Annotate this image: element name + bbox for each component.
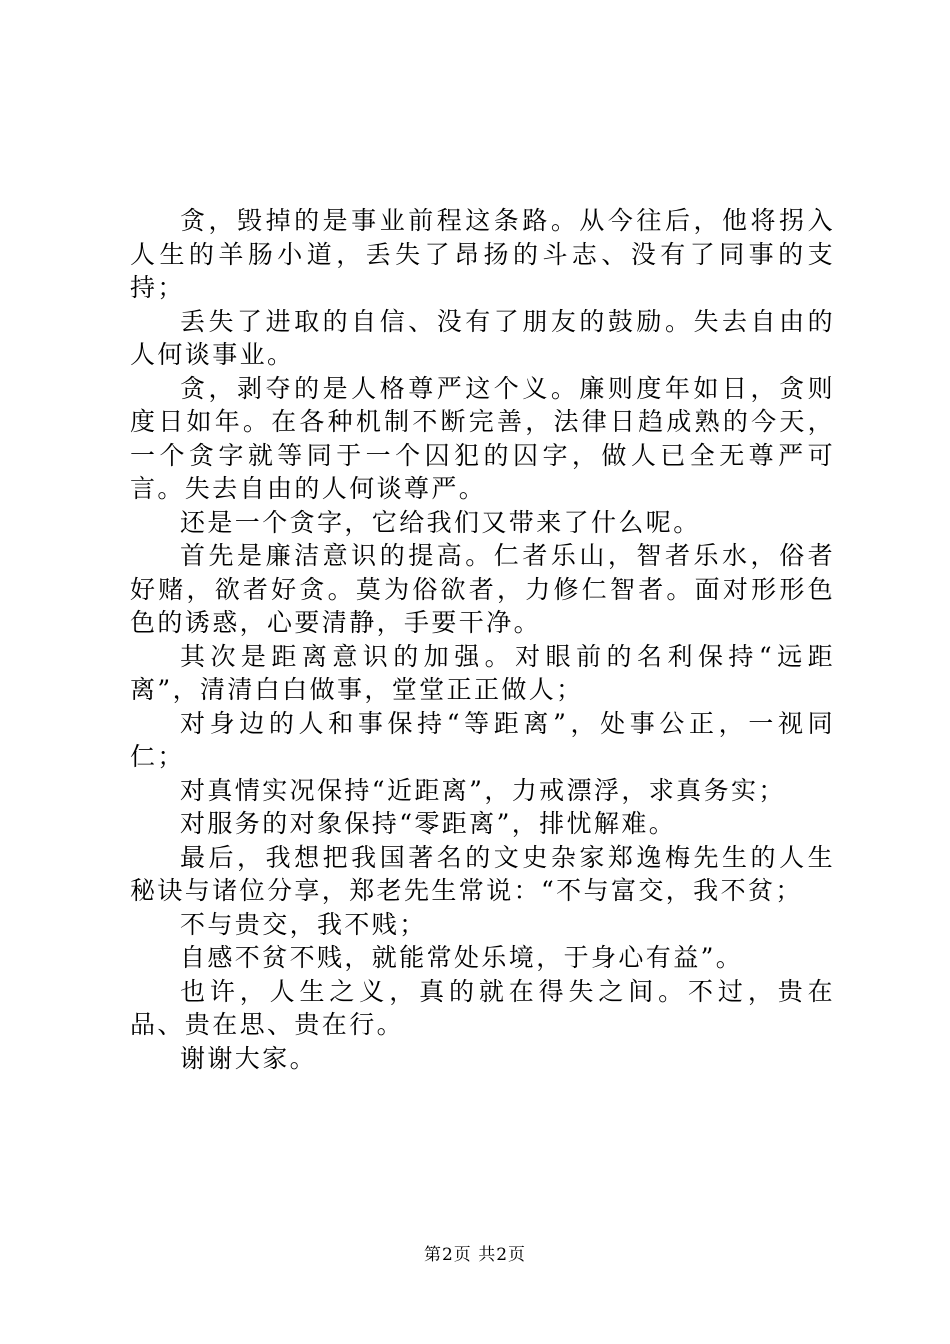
document-body [130, 204, 835, 1075]
paragraph-11: 不与贵交，我不贱； [180, 909, 427, 939]
paragraph-12: 自感不贫不贱，就能常处乐境，于身心有益”。 [180, 943, 744, 972]
paragraph-14: 谢谢大家。 [180, 1043, 318, 1073]
page-number-indicator: 第2页 共2页 [423, 1245, 527, 1265]
paragraph-10: 最后，我想把我国著名的文史杂家郑逸梅先生的人生秘诀与诸位分享，郑老先生常说：“不与富交，我不贫； [130, 842, 835, 905]
paragraph-3: 贪，剥夺的是人格尊严这个义。廉则度年如日，贪则度日如年。在各种机制不断完善，法律日趋成熟的今天，一个贪字就等同于一个囚犯的囚字，做人已全无尊严可言。失去自由的人何谈尊严。 [130, 373, 835, 503]
paragraph-6: 其次是距离意识的加强。对眼前的名利保持“远距离”，清清白白做事，堂堂正正做人； [130, 641, 835, 704]
paragraph-8: 对真情实况保持“近距离”，力戒漂浮，求真务实； [180, 775, 786, 805]
paragraph-13: 也许，人生之义，真的就在得失之间。不过，贵在品、贵在思、贵在行。 [130, 976, 835, 1039]
paragraph-7: 对身边的人和事保持“等距离”，处事公正，一视同仁； [130, 708, 835, 771]
paragraph-9: 对服务的对象保持“零距离”，排忧解难。 [180, 809, 677, 838]
paragraph-5: 首先是廉洁意识的提高。仁者乐山，智者乐水，俗者好赌，欲者好贪。莫为俗欲者，力修仁智者。面对形形色色的诱惑，心要清静，手要干净。 [130, 541, 835, 637]
page-footer [0, 1244, 950, 1266]
paragraph-2: 丢失了进取的自信、没有了朋友的鼓励。失去自由的人何谈事业。 [130, 306, 835, 369]
paragraph-1: 贪，毁掉的是事业前程这条路。从今往后，他将拐入人生的羊肠小道，丢失了昂扬的斗志、没有了同事的支持； [130, 206, 835, 302]
paragraph-4: 还是一个贪字，它给我们又带来了什么呢。 [180, 507, 701, 537]
